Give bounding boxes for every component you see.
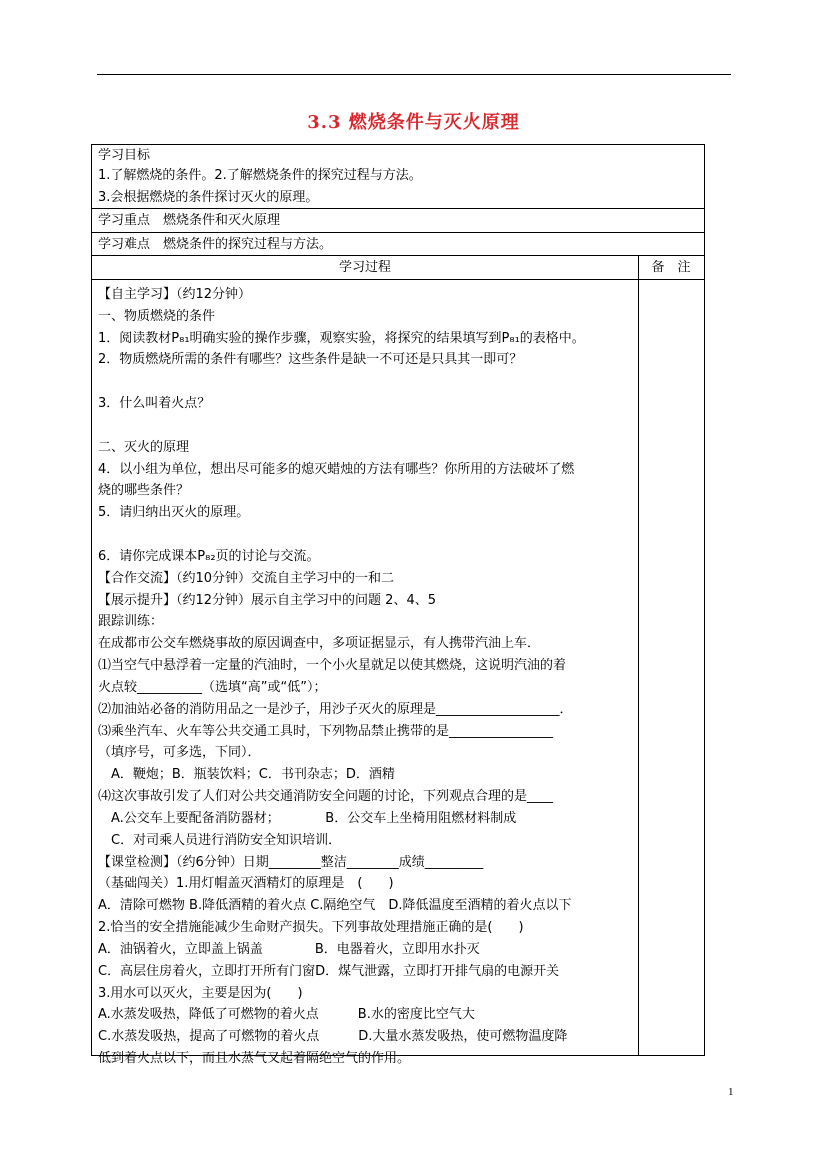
goals-line-1: 1.了解燃烧的条件。2.了解燃烧条件的探究过程与方法。 [98,168,422,183]
body-line: 【课堂检测】（约6分钟）日期________整洁________成绩_________ [98,854,484,870]
body-line: C．高层住房着火，立即打开所有门窗D．煤气泄露，立即打开排气扇的电源开关 [98,963,560,979]
notes-header: 备 注 [651,260,691,275]
body-line: 3.用水可以灭火，主要是因为( ) [98,985,303,1001]
body-line: 烧的哪些条件？ [98,483,190,499]
body-line: 火点较__________（选填“高”或“低”）； [98,679,327,695]
difficulty-text: 学习难点 燃烧条件的探究过程与方法。 [98,237,333,252]
page-number: 1 [728,1086,734,1098]
body-line: A.公交车上要配备消防器材； B．公交车上坐椅用阻燃材料制成 [98,810,517,826]
body-line: C．对司乘人员进行消防安全知识培训． [98,832,342,848]
page-title: 3.3 燃烧条件与灭火原理 [307,112,520,133]
body-line: ⑷这次事故引发了人们对公共交通消防安全问题的讨论，下列观点合理的是____ [98,789,554,805]
key-point-text: 学习重点 燃烧条件和灭火原理 [98,213,281,228]
body-line: 低到着火点以下，而且水蒸气又起着隔绝空气的作用。 [98,1051,411,1066]
body-line: 跟踪训练： [98,614,164,630]
body-line: ⑵加油站必备的消防用品之一是沙子，用沙子灭火的原理是___________________． [98,701,573,717]
body-line: A．清除可燃物 B.降低酒精的着火点 C.隔绝空气 D.降低温度至酒精的着火点以下 [98,898,572,914]
body-line: A．鞭炮；B．瓶装饮料；C．书刊杂志；D．酒精 [98,767,395,783]
body-line: 1．阅读教材P₈₁明确实验的操作步骤，观察实验，将探究的结果填写到P₈₁的表格中。 [98,330,585,346]
body-line: A.水蒸发吸热，降低了可燃物的着火点 B.水的密度比空气大 [98,1007,475,1023]
header-rule [97,74,731,75]
body-line: 2．物质燃烧所需的条件有哪些？这些条件是缺一不可还是只具其一即可？ [98,352,523,368]
body-line: C.水蒸发吸热，提高了可燃物的着火点 D.大量水蒸发吸热，使可燃物温度降 [98,1029,568,1045]
body-line: A．油锅着火，立即盖上锅盖 B．电器着火，立即用水扑灭 [98,941,480,957]
body-line: 3．什么叫着火点？ [98,396,211,412]
goals-heading: 学习目标 [98,148,151,163]
body-line: （填序号，可多选，下同）． [98,745,261,761]
body-line: 6．请你完成课本P₈₂页的讨论与交流。 [98,548,320,564]
body-line: 4．以小组为单位，想出尽可能多的熄灭蜡烛的方法有哪些？你所用的方法破坏了燃 [98,461,575,477]
goals-row [92,145,704,209]
body-line: 在成都市公交车燃烧事故的原因调查中，多项证据显示，有人携带汽油上车． [98,636,541,652]
worksheet-table [91,144,705,1066]
key-point-row [92,209,704,233]
goals-line-2: 3.会根据燃烧的条件探讨灭火的原理。 [98,190,319,205]
process-header: 学习过程 [338,260,391,275]
process-header-row [92,256,704,280]
body-line: 【合作交流】（约10分钟）交流自主学习中的一和二 [98,570,395,586]
body-line: （基础闯关）1.用灯帽盖灭酒精灯的原理是 ( ) [98,876,394,892]
body-line: 一、物质燃烧的条件 [98,308,216,324]
body-line: ⑶乘坐汽车、火车等公共交通工具时，下列物品禁止携带的是________________ [98,723,554,739]
body-line: ⑴当空气中悬浮着一定量的汽油时，一个小火星就足以使其燃烧，这说明汽油的着 [98,658,567,674]
body-line: 【展示提升】（约12分钟）展示自主学习中的问题 2、4、5 [98,592,436,608]
notes-column-divider [638,255,639,1055]
body-line: 2.恰当的安全措施能减少生命财产损失。下列事故处理措施正确的是( ) [98,920,524,936]
body-line: 5．请归纳出灭火的原理。 [98,505,250,521]
body-line: 【自主学习】（约12分钟） [98,287,252,302]
body-line: 二、灭火的原理 [98,439,190,455]
difficulty-row [92,233,704,256]
